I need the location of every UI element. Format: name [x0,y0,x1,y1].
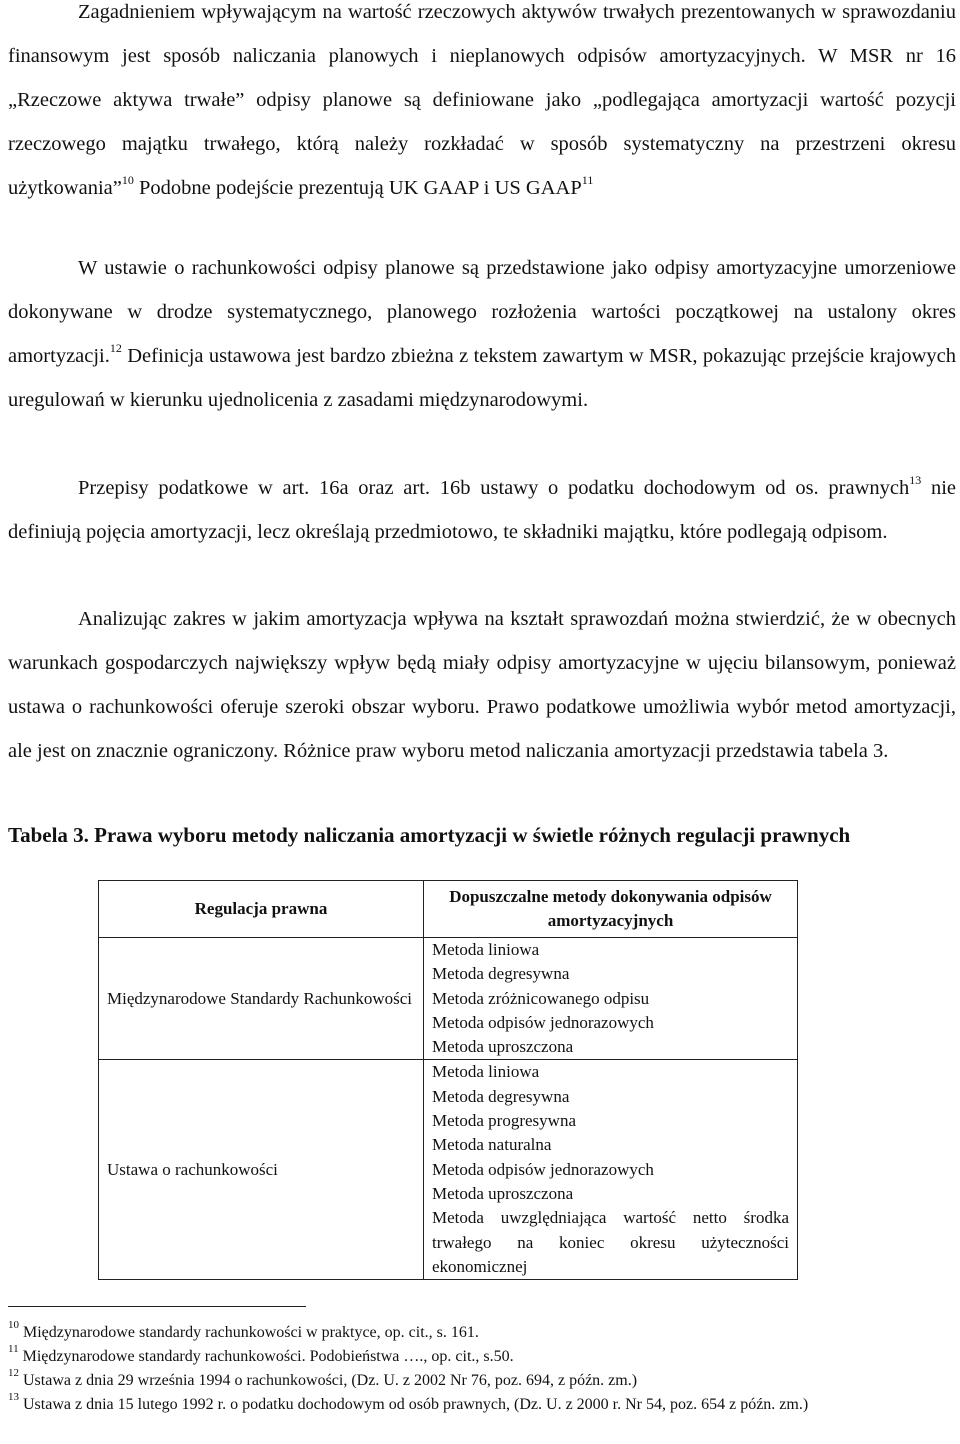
method-item: Metoda odpisów jednorazowych [432,1012,654,1032]
footnote-12 [8,1366,953,1393]
footnote-text: Ustawa z dnia 29 września 1994 o rachunkowości, (Dz. U. z 2002 Nr 76, poz. 694, z późn. zm.) [23,1372,638,1389]
table-row [99,938,798,1060]
method-item: Metoda degresywna [432,1086,570,1106]
footnote-ref-11[interactable]: 11 [581,173,594,188]
method-item: Metoda zróżnicowanego odpisu [432,988,650,1008]
paragraph-2 [8,246,956,422]
method-item: Metoda degresywna [432,964,570,984]
header-regulation: Regulacja prawna [99,881,424,938]
table-caption: Tabela 3. Prawa wyboru metody naliczania amortyzacji w świetle różnych regulacji prawnych [8,823,851,847]
footnote-text: Międzynarodowe standardy rachunkowości. Podobieństwa …., op. cit., s.50. [22,1348,514,1365]
method-item: Metoda liniowa [432,1062,540,1082]
footnote-ref-12[interactable]: 12 [109,341,122,356]
table-header-row [99,881,798,938]
method-item: Metoda liniowa [432,940,540,959]
footnote-number: 10 [8,1318,19,1331]
methods-cell-msr [424,938,798,1060]
regulation-cell-msr: Międzynarodowe Standardy Rachunkowości [99,938,424,1060]
footnote-text: Ustawa z dnia 15 lutego 1992 r. o podatku dochodowym od osób prawnych, (Dz. U. z 2000 r. Nr 54, poz. 654 z późn. zm.) [23,1396,809,1413]
footnote-10 [8,1318,953,1345]
paragraph-2-text-a: W ustawie o rachunkowości odpisy planowe są przedstawione jako odpisy amortyzacyjne umorzeniowe dokonywane w drodze systematycznego, planowego rozłożenia wartości początkowej na ustalony okres amortyzacji. [8,257,956,367]
paragraph-1-text-a: Zagadnieniem wpływającym na wartość rzeczowych aktywów trwałych prezentowanych w sprawozdaniu finansowym jest sposób naliczania planowych i nieplanowych odpisów amortyzacyjnych. W MSR nr 16 „Rzeczowe aktywa trwałe” odpisy planowe są definiowane jako „podlegająca amortyzacji wartość pozycji rzeczowego majątku trwałego, którą należy rozkładać w sposób systematyczny na przestrzeni okresu użytkowania” [8,1,956,199]
footnote-separator [8,1306,306,1307]
method-item: Metoda uproszczona [432,1183,574,1203]
footnote-number: 11 [8,1342,19,1355]
method-item: Metoda naturalna [432,1135,552,1155]
paragraph-3 [8,466,956,554]
paragraph-3-text-b: nie definiują pojęcia amortyzacji, lecz określają przedmiotowo, te składniki majątku, które podlegają odpisom. [8,477,957,543]
paragraph-4 [8,597,956,773]
footnote-13 [8,1390,953,1417]
method-item: Metoda odpisów jednorazowych [432,1159,654,1179]
footnote-ref-13[interactable]: 13 [909,473,922,488]
paragraph-1 [8,0,956,210]
footnote-number: 12 [8,1366,19,1379]
header-methods: Dopuszczalne metody dokonywania odpisów amortyzacyjnych [424,881,798,938]
paragraph-3-text-a: Przepisy podatkowe w art. 16a oraz art. 16b ustawy o podatku dochodowym od os. prawnych [78,477,910,499]
table-row [99,1060,798,1280]
footnote-number: 13 [8,1390,19,1403]
footnote-ref-10[interactable]: 10 [121,173,134,188]
paragraph-1-text-b: Podobne podejście prezentują UK GAAP i US GAAP [133,177,582,199]
footnote-11 [8,1342,953,1369]
paragraph-2-text-b: Definicja ustawowa jest bardzo zbieżna z tekstem zawartym w MSR, pokazując przejście krajowych uregulowań w kierunku ujednolicenia z zasadami międzynarodowymi. [8,345,956,411]
regulation-cell-uor: Ustawa o rachunkowości [99,1060,424,1280]
methods-table [98,880,798,1280]
methods-cell-uor [424,1060,798,1280]
paragraph-4-text: Analizując zakres w jakim amortyzacja wpływa na kształt sprawozdań można stwierdzić, że w obecnych warunkach gospodarczych największy wpływ będą miały odpisy amortyzacyjne w ujęciu bilansowym, ponieważ ustawa o rachunkowości oferuje szeroki obszar wyboru. Prawo podatkowe umożliwia wybór metod amortyzacji, ale jest on znacznie ograniczony. Różnice praw wyboru metod naliczania amortyzacji przedstawia tabela 3. [8,608,956,762]
footnote-text: Międzynarodowe standardy rachunkowości w praktyce, op. cit., s. 161. [23,1324,479,1341]
method-item: Metoda uproszczona [432,1037,574,1057]
method-item: Metoda uwzględniająca wartość netto środka trwałego na koniec okresu użyteczności ekonomicznej [432,1208,789,1276]
method-item: Metoda progresywna [432,1111,576,1131]
